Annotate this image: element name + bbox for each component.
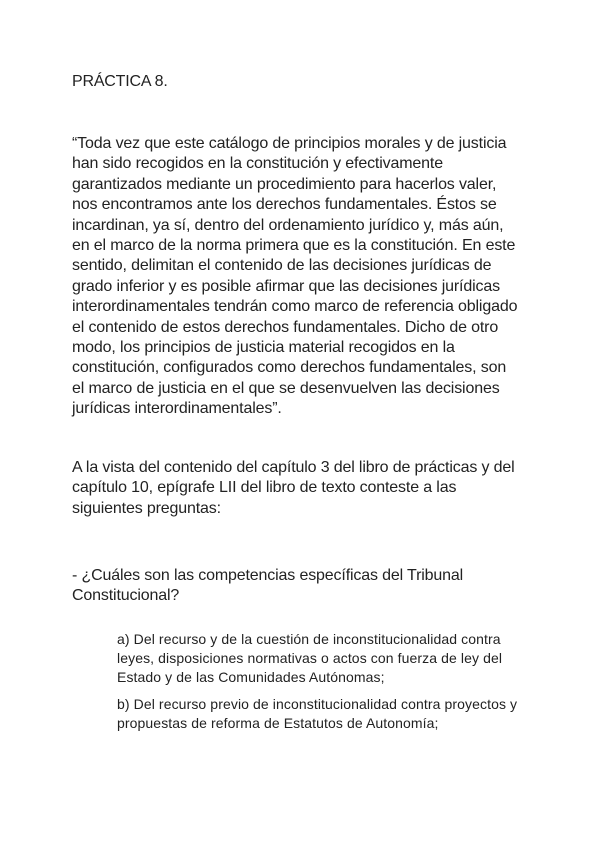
answer-item-b: b) Del recurso previo de inconstitucionalidad contra proyectos y propuestas de reforma de Estatutos de Autonomía; — [117, 696, 518, 731]
answer-item-a: a) Del recurso y de la cuestión de inconstitucionalidad contra leyes, disposiciones normativas o actos con fuerza de ley del Estado y de las Comunidades Autónomas; — [117, 631, 503, 685]
instructions-paragraph: A la vista del contenido del capítulo 3 del libro de prácticas y del capítulo 10, epígrafe LII del libro de texto conteste a las siguientes preguntas: — [72, 459, 515, 517]
question-paragraph: - ¿Cuáles son las competencias específicas del Tribunal Constitucional? — [72, 567, 464, 605]
answer-list — [117, 630, 537, 741]
page-title: PRÁCTICA 8. — [72, 73, 168, 90]
quote-paragraph: “Toda vez que este catálogo de principios morales y de justicia han sido recogidos en la constitución y efectivamente garantizados mediante un procedimiento para hacerlos valer, nos encontramos ante los derechos fundamentales. Éstos se incardinan, ya sí, dentro del ordenamiento jurídico y, más aún, en el marco de la norma primera que es la constitución. En este sentido, delimitan el contenido de las decisiones jurídicas de grado inferior y es posible afirmar que las decisiones jurídicas interordinamentales tendrán como marco de referencia obligado el contenido de estos derechos fundamentales. Dicho de otro modo, los principios de justicia material recogidos en la constitución, configurados como derechos fundamentales, son el marco de justicia en el que se desenvuelven las decisiones jurídicas interordinamentales”. — [72, 135, 518, 418]
